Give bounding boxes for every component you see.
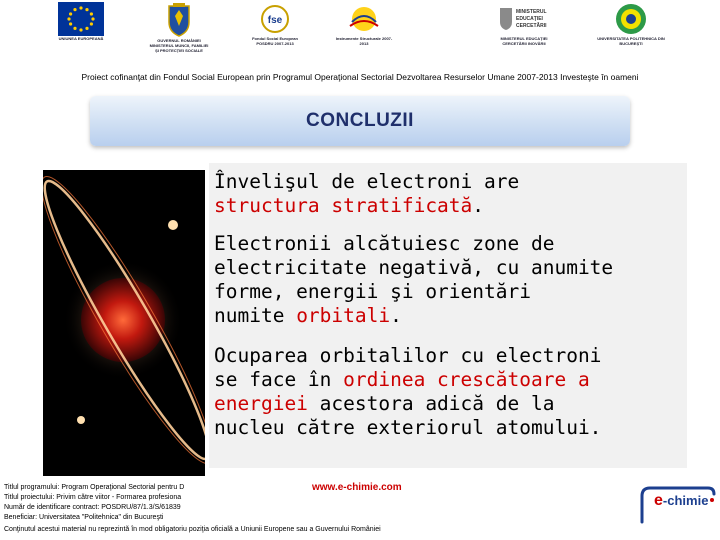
ministry-education-logo — [490, 2, 558, 72]
svg-text:EDUCAŢIEI: EDUCAŢIEI — [516, 16, 543, 22]
highlight-ascending-order: ordinea crescătoare a — [343, 368, 590, 391]
paragraph-electrons-line-3: forme, energii şi orientări — [214, 280, 531, 303]
fse-logo — [252, 2, 298, 72]
atom-illustration — [43, 170, 205, 476]
ministry-emblem-icon — [496, 2, 552, 36]
svg-text:CERCETĂRII: CERCETĂRII — [516, 23, 547, 29]
coat-of-arms-icon — [165, 2, 193, 38]
paragraph-occupation-line-3: energiei acestora adică de la — [214, 392, 555, 415]
footer-beneficiary: Beneficiar: Universitatea "Politehnica" din Bucureşti — [4, 514, 164, 521]
brand-logo: e-chimie — [654, 492, 709, 509]
svg-text:MINISTERUL: MINISTERUL — [516, 9, 547, 15]
structural-instruments-logo — [334, 2, 394, 72]
paragraph-electrons-line-1: Electronii alcătuiesc zone de — [214, 232, 555, 255]
logo-caption: UNIUNEA EUROPEANĂ — [58, 36, 104, 41]
funding-statement: Proiect cofinanţat din Fondul Social European prin Programul Operaţional Sectorial Dezvoltarea Resurselor Umane 2007-2013 Investeşte în oameni — [81, 72, 639, 82]
highlight-energy: energiei — [214, 392, 308, 415]
logo-caption: GUVERNUL ROMÂNIEI MINISTERUL MUNCII, FAMILIEI ȘI PROTECȚIEI SOCIALE — [149, 38, 209, 53]
paragraph-occupation-line-1: Ocuparea orbitalilor cu electroni — [214, 344, 602, 367]
footer-project: Titlul proiectului: Privim către viitor - Formarea profesiona — [4, 494, 182, 501]
paragraph-shell-line-2: structura stratificată. — [214, 194, 485, 217]
logo-caption: Instrumente Structurale 2007-2013 — [335, 36, 393, 46]
eu-flag-icon — [58, 2, 104, 36]
ministry-labour-logo — [148, 2, 210, 72]
footer-contract: Număr de identificare contract: POSDRU/87/1.3/S/61839 — [4, 504, 181, 511]
university-seal-icon — [610, 2, 652, 36]
paragraph-shell-line-1: Învelişul de electroni are — [214, 170, 520, 193]
highlight-orbitals: orbitali — [296, 304, 391, 327]
website-link[interactable]: www.e-chimie.com — [312, 482, 402, 493]
highlight-structure: structura stratificată — [214, 194, 473, 217]
svg-text:fse: fse — [267, 15, 283, 26]
paragraph-electrons-line-4: numite orbitali. — [214, 304, 402, 327]
paragraph-occupation-line-4: nucleu către exteriorul atomului. — [214, 416, 602, 439]
paragraph-occupation-line-2: se face în ordinea crescătoare a — [214, 368, 590, 391]
fse-icon — [257, 2, 293, 36]
eu-logo — [55, 2, 107, 72]
stars-circle-icon — [342, 2, 386, 36]
logo-caption: Fondul Social European POSDRU 2007-2013 — [252, 36, 298, 46]
university-logo — [594, 2, 668, 72]
footer-program: Titlul programului: Program Operaţional Sectorial pentru D — [4, 484, 185, 491]
logo-caption: UNIVERSITATEA POLITEHNICA DIN BUCUREȘTI — [597, 36, 665, 46]
paragraph-electrons-line-2: electricitate negativă, cu anumite — [214, 256, 614, 279]
slide-title: CONCLUZII — [306, 110, 414, 131]
logo-caption: MINISTERUL EDUCAȚIEI CERCETĂRII INOVĂRII — [500, 36, 548, 46]
atom-orbit-icon — [43, 170, 205, 476]
slide-title-bar — [90, 96, 630, 146]
footer-disclaimer: Conţinutul acestui material nu reprezintă în mod obligatoriu poziţia oficială a Uniunii Europene sau a Guvernului României — [4, 526, 381, 533]
